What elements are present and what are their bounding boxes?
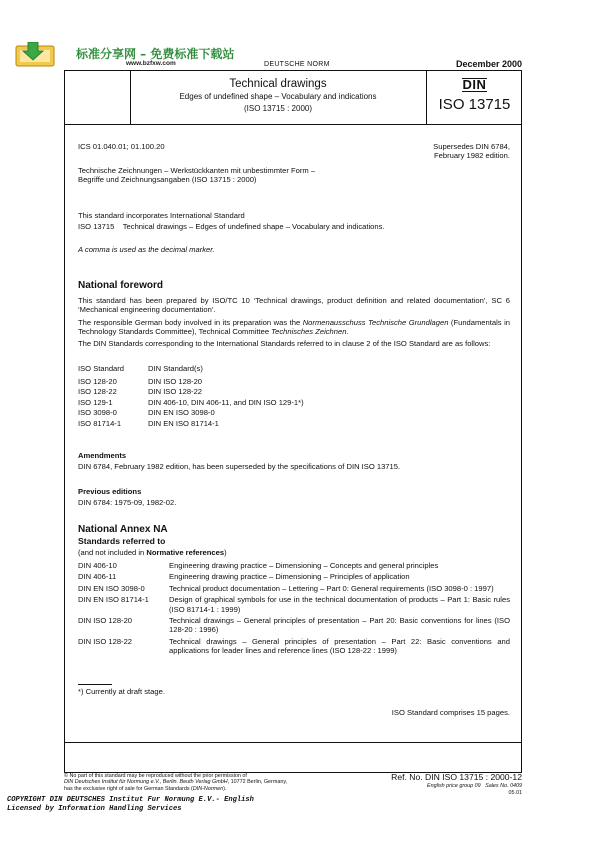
previous-editions-heading: Previous editions — [78, 487, 142, 496]
document-title: Technical drawings — [229, 78, 327, 90]
ref-title: Engineering drawing practice – Dimensioning – Concepts and general principles — [169, 561, 439, 570]
annex-note: (and not included in Normative references) — [78, 548, 227, 557]
table-row: ISO 129-1 DIN 406-10, DIN 406-11, and DIN ISO 129-1*) — [78, 397, 304, 407]
german-title-line: Begriffe und Zeichnungsangaben (ISO 13715 : 2000) — [78, 175, 257, 185]
standards-table — [78, 364, 510, 430]
ref-code: DIN EN ISO 81714-1 — [78, 595, 149, 605]
foreword-paragraph: The responsible German body involved in its preparation was the Normenausschuss Technische Grundlagen (Fundamentals in Technology Standards Committee), Technical Committee Technisches Zeichnen. — [78, 318, 510, 337]
german-title — [78, 166, 510, 185]
ref-code: DIN 406-10 — [78, 561, 117, 570]
table-row: ISO 128-20 DIN ISO 128-20 — [78, 376, 203, 386]
copyright-stamp: COPYRIGHT DIN DEUTSCHES Institut Fur Normung E.V.- English Licensed by Information Handling Services — [7, 796, 254, 813]
foreword-paragraph: This standard has been prepared by ISO/TC 10 ‘Technical drawings, product definition and related documentation’, SC 6 ‘Mechanical engineering documentation’. — [78, 296, 510, 315]
standard-number: ISO 13715 — [438, 96, 511, 113]
national-foreword-heading: National foreword — [78, 280, 164, 291]
iso-reference — [78, 222, 510, 231]
amendments-heading: Amendments — [78, 451, 127, 460]
ics-codes: ICS 01.040.01; 01.100.20 — [78, 142, 165, 151]
foreword-paragraph: The DIN Standards corresponding to the International Standards referred to in clause 2 of the ISO Standard are as follows: — [78, 339, 491, 348]
table-row: ISO 128-22 DIN ISO 128-22 — [78, 387, 203, 397]
reference-block — [340, 772, 522, 797]
ref-title: Design of graphical symbols for use in the technical documentation of products – Part 1: Basic rules (ISO 81714-1 : 1999) — [169, 595, 510, 614]
supersedes-line: Supersedes DIN 6784, — [433, 142, 510, 151]
document-subtitle: Edges of undefined shape – Vocabulary and indications — [179, 92, 377, 101]
reference-number: Ref. No. DIN ISO 13715 : 2000-12 — [391, 772, 522, 782]
annex-subheading: Standards referred to — [78, 536, 166, 546]
references-list — [78, 561, 510, 656]
page-count: ISO Standard comprises 15 pages. — [391, 708, 510, 717]
ref-code: DIN ISO 128-20 — [78, 616, 133, 626]
footer-rule — [64, 742, 522, 743]
download-arrow-icon — [14, 42, 60, 68]
header-rule — [64, 124, 522, 125]
watermark-title: 标准分享网 – 免费标准下载站 — [76, 47, 235, 61]
ref-title: Technical drawings – General principles of presentation – Part 22: Basic conventions and applications for leader lines and reference lines (ISO 128-22 : 1999) — [169, 636, 510, 656]
ref-code: DIN EN ISO 3098-0 — [78, 583, 145, 593]
watermark-url[interactable]: www.bzfxw.com — [126, 60, 176, 67]
decimal-marker-note: A comma is used as the decimal marker. — [78, 245, 215, 254]
rights-notice: © No part of this standard may be reproduced without the prior permission of DIN Deutsches Institut für Normung e.V., Berlin. Beuth Verlag GmbH, 10772 Berlin, Germany, has the exclusive right of sale for German Standards (DIN-Normen). — [64, 773, 288, 792]
edition-code: 05.01 — [508, 790, 522, 797]
previous-editions-text: DIN 6784: 1975-09, 1982-02. — [78, 498, 177, 507]
ref-title: Technical product documentation – Lettering – Part 0: General requirements (ISO 3098-0 : 1997) — [169, 583, 494, 593]
footnote: *) Currently at draft stage. — [78, 687, 165, 696]
iso-ref-number: ISO 13715 — [78, 222, 115, 231]
iso-ref-title: Technical drawings – Edges of undefined shape – Vocabulary and indications. — [122, 222, 385, 231]
price-info: English price group 09 Sales No. 0409 — [426, 783, 522, 789]
supersedes-note — [410, 142, 510, 161]
deutsche-norm-label: DEUTSCHE NORM — [264, 61, 330, 68]
supersedes-line: February 1982 edition. — [434, 151, 510, 161]
document-subtitle-iso: (ISO 13715 : 2000) — [243, 104, 313, 113]
table-row: ISO 81714-1 DIN EN ISO 81714-1 — [78, 418, 219, 428]
din-logo: DIN — [462, 77, 487, 92]
amendments-text: DIN 6784, February 1982 edition, has been superseded by the specifications of DIN ISO 13715. — [78, 462, 401, 471]
incorporates-text: This standard incorporates International Standard — [78, 211, 245, 220]
german-title-line: Technische Zeichnungen – Werkstückkanten mit unbestimmter Form – — [78, 166, 316, 175]
issue-date: December 2000 — [455, 59, 522, 69]
table-header: ISO Standard DIN Standard(s) — [78, 364, 203, 373]
national-annex-heading: National Annex NA — [78, 524, 168, 535]
din-block — [427, 70, 522, 124]
footnote-rule — [78, 684, 112, 685]
title-block — [130, 70, 426, 124]
ref-code: DIN ISO 128-22 — [78, 636, 133, 646]
ref-code: DIN 406-11 — [78, 572, 117, 582]
table-row: ISO 3098-0 DIN EN ISO 3098-0 — [78, 408, 215, 418]
ref-title: Technical drawings – General principles of presentation – Part 20: Basic conventions for lines (ISO 128-20 : 1996) — [169, 616, 510, 635]
ref-title: Engineering drawing practice – Dimensioning – Principles of application — [169, 572, 410, 582]
